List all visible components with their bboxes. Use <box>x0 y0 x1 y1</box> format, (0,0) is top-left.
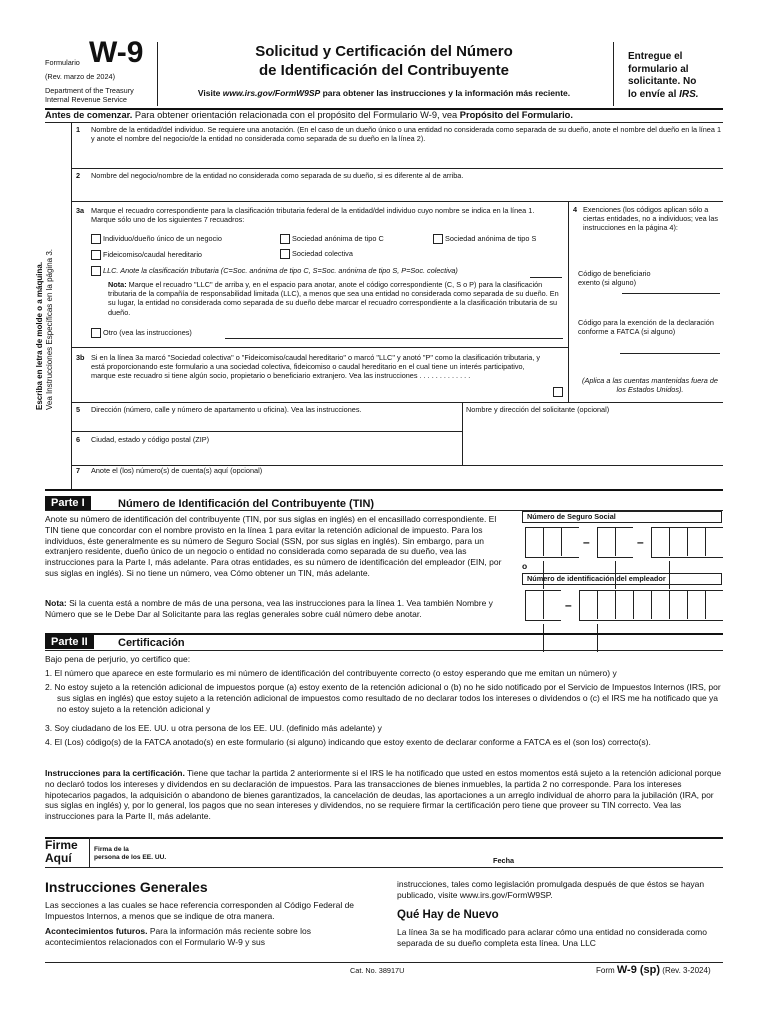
side-instructions: Escriba en letra de molde o a máquina. Vea Instrucciones Específicas en la página 3. <box>35 249 54 410</box>
llc-code-field[interactable] <box>530 277 562 278</box>
fatca-code-field[interactable] <box>620 353 720 354</box>
department: Department of the Treasury <box>45 86 134 95</box>
part1-title: Número de Identificación del Contribuyente (TIN) <box>118 498 375 510</box>
s-corp-checkbox[interactable] <box>433 234 443 244</box>
line5-number: 5 <box>76 405 81 414</box>
opt-partnership[interactable]: Sociedad colectiva <box>280 249 353 259</box>
line4-number: 4 <box>573 205 578 214</box>
part1-body: Anote su número de identificación del contribuyente (TIN, por sus siglas en inglés) en el encasillado correspondiente. El TIN tiene que concordar con el nombre provisto en la línea 1 para evitar la retención adicional de impuesto. Para los individuos, éste generalmente es su número de Seguro Social (SSN, por sus siglas en inglés). Sin embargo, para un extranjero residente, dueño único de un negocio o entidad no considerada como separada de su dueño, vea las instrucciones para la Parte I, más adelante. Para otras entidades, es su número de identificación del empleador (EIN, por sus siglas en inglés). Si no tiene un número, vea Cómo obtener un TIN, más adelante. <box>45 514 502 578</box>
ssn-dash-1: – <box>583 535 590 549</box>
trust-checkbox[interactable] <box>91 250 101 260</box>
line1-label: Nombre de la entidad/del individuo. Se requiere una anotación. (En el caso de un dueño único o una entidad no considerada como separada de su dueño, anote el nombre del dueño en la línea 1 y anote el nombre del negocio/de la entidad no considerada como separada de su dueño en la línea 2). <box>91 125 722 144</box>
line4-label: Exenciones (los códigos aplican sólo a ciertas entidades, no a individuos; vea las instrucciones en la página 4): <box>583 205 719 233</box>
signature-label: Firma de la persona de los EE. UU. <box>94 846 167 862</box>
form-title-2: de Identificación del Contribuyente <box>258 62 510 79</box>
general-p4: La línea 3a se ha modificado para aclarar cómo una entidad no considerada como separada de su dueño completa esta línea. Una LLC <box>397 927 707 948</box>
general-heading: Instrucciones Generales <box>45 879 208 895</box>
other-field[interactable] <box>225 338 563 339</box>
cert-item-4: 4. El (Los) código(s) de la FATCA anotado(s) en este formulario (si alguno) indicando que estoy exento de declarar conforme a FATCA es el (son los) correcto(s). <box>45 737 651 747</box>
line6-number: 6 <box>76 435 81 444</box>
cert-intro: Bajo pena de perjurio, yo certifico que: <box>45 654 191 664</box>
ein-suffix[interactable] <box>579 590 723 621</box>
form-title-1: Solicitud y Certificación del Número <box>255 43 513 60</box>
business-name-field[interactable] <box>91 182 721 200</box>
date-label: Fecha <box>493 856 515 865</box>
opt-other[interactable]: Otro (vea las instrucciones) <box>91 328 192 338</box>
llc-checkbox[interactable] <box>91 266 101 276</box>
line5-label: Dirección (número, calle y número de apartamento u oficina). Vea las instrucciones. <box>91 405 362 414</box>
opt-llc[interactable]: LLC. Anote la clasificación tributaria (C=Soc. anónima de tipo C, S=Soc. anónima de tipo S, P=Soc. colectiva) <box>91 266 458 276</box>
ein-dash: – <box>565 598 572 612</box>
line7-label: Anote el (los) número(s) de cuenta(s) aquí (opcional) <box>91 466 263 475</box>
line3b-number: 3b <box>76 353 85 362</box>
general-p1: Las secciones a las cuales se hace referencia corresponden al Código Federal de Impuestos Internos, a menos que se indique de otra manera. <box>45 900 355 921</box>
cert-instructions: Instrucciones para la certificación. Tiene que tachar la partida 2 anteriormente si el IRS le ha notificado que usted en estos momentos está sujeto a la retención adicional porque no declaró todos los intereses y dividendos en su declaración de impuestos. Para las transacciones de bienes inmuebles, la partida 2 no corresponde. Para los intereses hipotecarios pagados, la adquisición o abandono de bienes garantizados, la cancelación de deudas, las aportaciones a un arreglo individual de ahorro para la jubilación (IRA, por sus siglas en inglés) y, por lo general, los pagos que no sean intereses y dividendos, no se requiere firmar la certificación pero tiene que proveer su TIN correcto. Vea las instrucciones para la Parte II, más adelante. <box>45 768 722 822</box>
part2-badge: Parte II <box>45 635 94 649</box>
address-field[interactable] <box>91 415 461 430</box>
revision: (Rev. marzo de 2024) <box>45 72 116 81</box>
visit-url[interactable]: www.irs.gov/FormW9SP <box>222 88 321 98</box>
line3b-label: Si en la línea 3a marcó "Sociedad colectiva" o "Fideicomiso/caudal hereditario" o marcó "LLC" y anotó "P" como la clasificación tributaria, y está proporcionando este formulario a una sociedad colectiva, fideicomiso o caudal hereditario en el cual tiene un interés participativo, marque este recuadro si tiene algún socio, propietario o beneficiario extranjero. Vea las instrucciones . . . . . . . . . . . . . <box>91 353 541 381</box>
city-field[interactable] <box>91 445 461 463</box>
or-label: o <box>522 561 528 571</box>
payee-code-field[interactable] <box>622 293 720 294</box>
opt-trust[interactable]: Fideicomiso/caudal hereditario <box>91 250 202 260</box>
cert-item-2: 2. No estoy sujeto a la retención adicional de impuestos porque (a) estoy exento de la retención adicional o (b) no he sido notificado por el Servicio de Impuestos Internos (IRS, por sus siglas en inglés) que estoy sujeto a la retención adicional de impuestos como resultado de no declarar todos los intereses o dividendos o (c) el IRS me ha notificado que ya no estoy sujeto a la retención adicional y <box>45 682 721 714</box>
cert-item-3: 3. Soy ciudadano de los EE. UU. u otra persona de los EE. UU. (definido más adelante) y <box>45 723 382 733</box>
form-word: Formulario <box>45 58 80 67</box>
part1-badge: Parte I <box>45 496 91 510</box>
opt-c-corp[interactable]: Sociedad anónima de tipo C <box>280 234 384 244</box>
general-p2: Acontecimientos futuros. Para la información más reciente sobre los acontecimientos relacionados con el Formulario W-9 y sus <box>45 926 311 947</box>
line3a-number: 3a <box>76 206 85 215</box>
other-checkbox[interactable] <box>91 328 101 338</box>
form-footer: Form W-9 (sp) (Rev. 3-2024) <box>596 964 711 976</box>
line2-number: 2 <box>76 171 81 180</box>
form-code: W-9 <box>89 36 144 69</box>
payee-code-label: Código de beneficiario exento (si alguno) <box>578 269 651 288</box>
account-numbers-field[interactable] <box>91 476 721 488</box>
visit-line: Visite www.irs.gov/FormW9SP para obtener las instrucciones y la información más reciente. <box>197 88 571 98</box>
sign-here: Firme Aquí <box>45 838 78 865</box>
before-you-begin: Antes de comenzar. Para obtener orientación relacionada con el propósito del Formulario W-9, vea Propósito del Formulario. <box>45 110 573 120</box>
ssn-area[interactable] <box>525 527 579 558</box>
opt-individual[interactable]: Individuo/dueño único de un negocio <box>91 234 222 244</box>
submit-note: Entregue el formulario al solicitante. No lo envíe al IRS. <box>628 51 699 100</box>
ssn-group[interactable] <box>597 527 633 558</box>
foreign-partner-checkbox[interactable] <box>553 387 563 397</box>
irs-label: Internal Revenue Service <box>45 95 127 104</box>
opt-s-corp[interactable]: Sociedad anónima de tipo S <box>433 234 536 244</box>
individual-checkbox[interactable] <box>91 234 101 244</box>
fatca-code-label: Código para la exención de la declaración conforme a FATCA (si alguno) <box>578 318 714 337</box>
partnership-checkbox[interactable] <box>280 249 290 259</box>
ssn-label: Número de Seguro Social <box>522 511 722 523</box>
line6-label: Ciudad, estado y código postal (ZIP) <box>91 435 210 444</box>
whats-new-heading: Qué Hay de Nuevo <box>397 909 499 921</box>
ssn-serial[interactable] <box>651 527 723 558</box>
date-field[interactable] <box>520 848 720 864</box>
ein-prefix[interactable] <box>525 590 561 621</box>
part2-title: Certificación <box>118 637 185 649</box>
signature-field[interactable] <box>200 843 480 863</box>
requester-field[interactable] <box>466 415 721 465</box>
line7-number: 7 <box>76 466 81 475</box>
general-p3: instrucciones, tales como legislación promulgada después de que éstos se hayan publicado, visite www.irs.gov/FormW9SP. <box>397 879 705 900</box>
name-field[interactable] <box>91 146 721 166</box>
cat-number: Cat. No. 38917U <box>350 966 405 975</box>
ssn-dash-2: – <box>637 535 644 549</box>
fatca-accounts-note: (Aplica a las cuentas mantenidas fuera de los Estados Unidos). <box>582 376 718 395</box>
line1-number: 1 <box>76 125 81 134</box>
cert-item-1: 1. El número que aparece en este formulario es mi número de identificación del contribuyente correcto (o estoy esperando que me emitan un número) y <box>45 668 617 678</box>
ein-label: Número de identificación del empleador <box>522 573 722 585</box>
part1-note: Nota: Si la cuenta está a nombre de más de una persona, vea las instrucciones para la línea 1. Vea también Nombre y Número que se le Debe Dar al Solicitante para las reglas generales sobre cuál número debe anotar. <box>45 598 493 619</box>
line3a-note: Nota: Marque el recuadro "LLC" de arriba y, en el espacio para anotar, anote el código correspondiente (C, S o P) para la clasificación tributaria de la compañía de responsabilidad limitada (LLC), a menos que sea una entidad no considerada como separada de su dueño. En su lugar, la entidad no considerada como separada de su dueño debe marcar el recuadro correspondiente a la clasificación tributaria de su dueño. <box>108 280 559 317</box>
c-corp-checkbox[interactable] <box>280 234 290 244</box>
requester-label: Nombre y dirección del solicitante (opcional) <box>466 405 610 414</box>
line3a-label: Marque el recuadro correspondiente para la clasificación tributaria federal de la entidad/del individuo cuyo nombre se indica en la línea 1. Marque sólo uno de los siguientes 7 recuadros: <box>91 206 535 225</box>
line2-label: Nombre del negocio/nombre de la entidad no considerada como separada de su dueño, si es diferente al de arriba. <box>91 171 464 180</box>
